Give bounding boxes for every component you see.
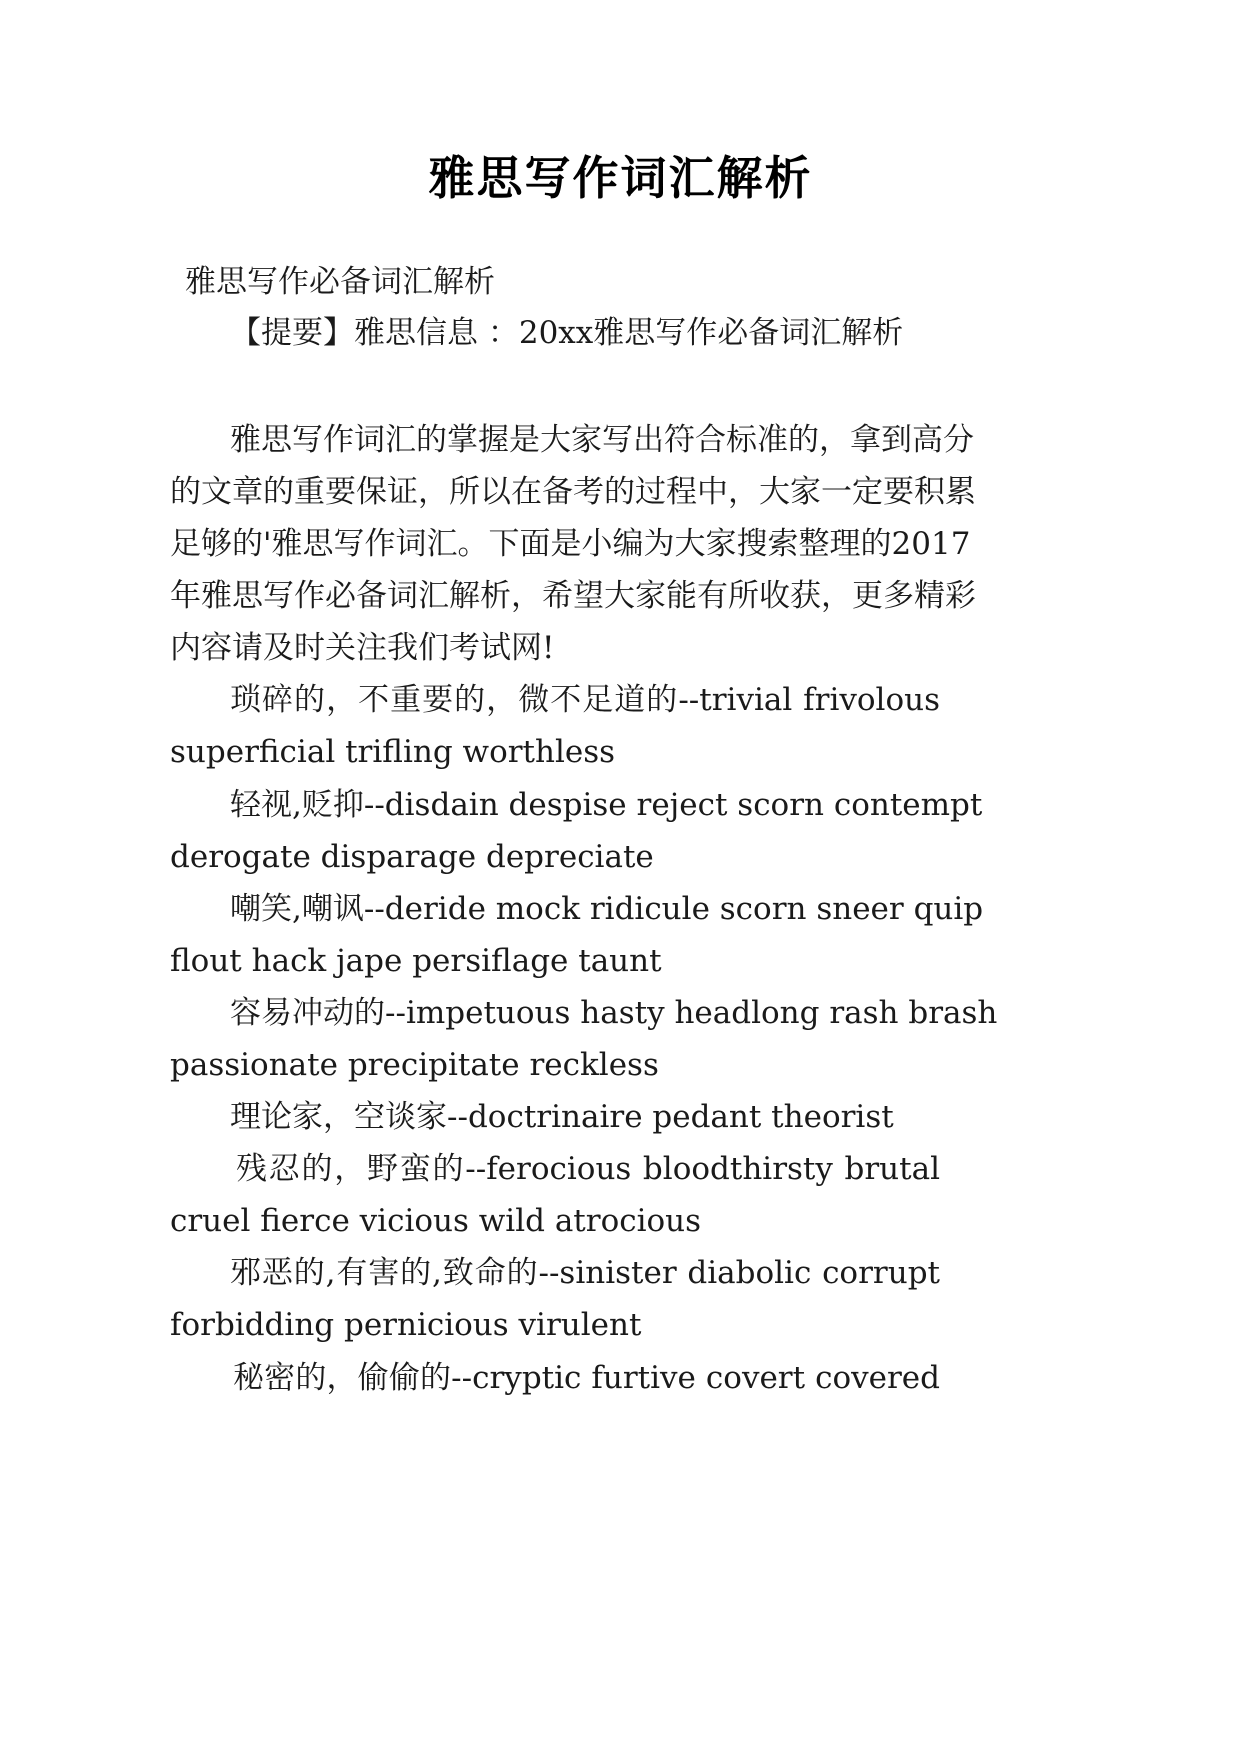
vocab-line: forbidding pernicious virulent — [170, 1307, 642, 1343]
body-line: 的文章的重要保证，所以在备考的过程中，大家一定要积累 — [170, 474, 976, 510]
vocab-line: 理论家，空谈家--doctrinaire pedant theorist — [230, 1099, 894, 1135]
document-subtitle: 雅思写作必备词汇解析 — [185, 264, 495, 300]
vocab-line: 容易冲动的--impetuous hasty headlong rash brash — [230, 995, 998, 1031]
body-line: 内容请及时关注我们考试网! — [170, 630, 555, 666]
vocab-line: passionate precipitate reckless — [170, 1047, 659, 1083]
body-line: 雅思写作词汇的掌握是大家写出符合标准的，拿到高分 — [230, 422, 974, 458]
vocab-line: flout hack jape persiflage taunt — [170, 943, 662, 979]
body-line: 足够的'雅思写作词汇。下面是小编为大家搜索整理的2017 — [170, 526, 971, 562]
vocab-line: 嘲笑,嘲讽--deride mock ridicule scorn sneer quip — [230, 891, 984, 927]
vocab-line: 轻视,贬抑--disdain despise reject scorn contempt — [230, 787, 983, 823]
document-title: 雅思写作词汇解析 — [428, 151, 813, 205]
vocab-line: derogate disparage depreciate — [170, 839, 654, 875]
vocab-line: superficial trifling worthless — [170, 734, 616, 770]
document-summary: 【提要】雅思信息 ：20xx雅思写作必备词汇解析 — [230, 315, 904, 351]
vocab-line: 琐碎的，不重要的，微不足道的--trivial frivolous — [230, 682, 940, 718]
vocab-line: 邪恶的,有害的,致命的--sinister diabolic corrupt — [230, 1255, 940, 1291]
vocab-line: 残忍的，野蛮的--ferocious bloodthirsty brutal — [236, 1151, 940, 1187]
vocab-line: cruel fierce vicious wild atrocious — [170, 1203, 702, 1239]
body-line: 年雅思写作必备词汇解析，希望大家能有所收获，更多精彩 — [170, 578, 976, 614]
vocab-line: 秘密的，偷偷的--cryptic furtive covert covered — [233, 1360, 940, 1396]
